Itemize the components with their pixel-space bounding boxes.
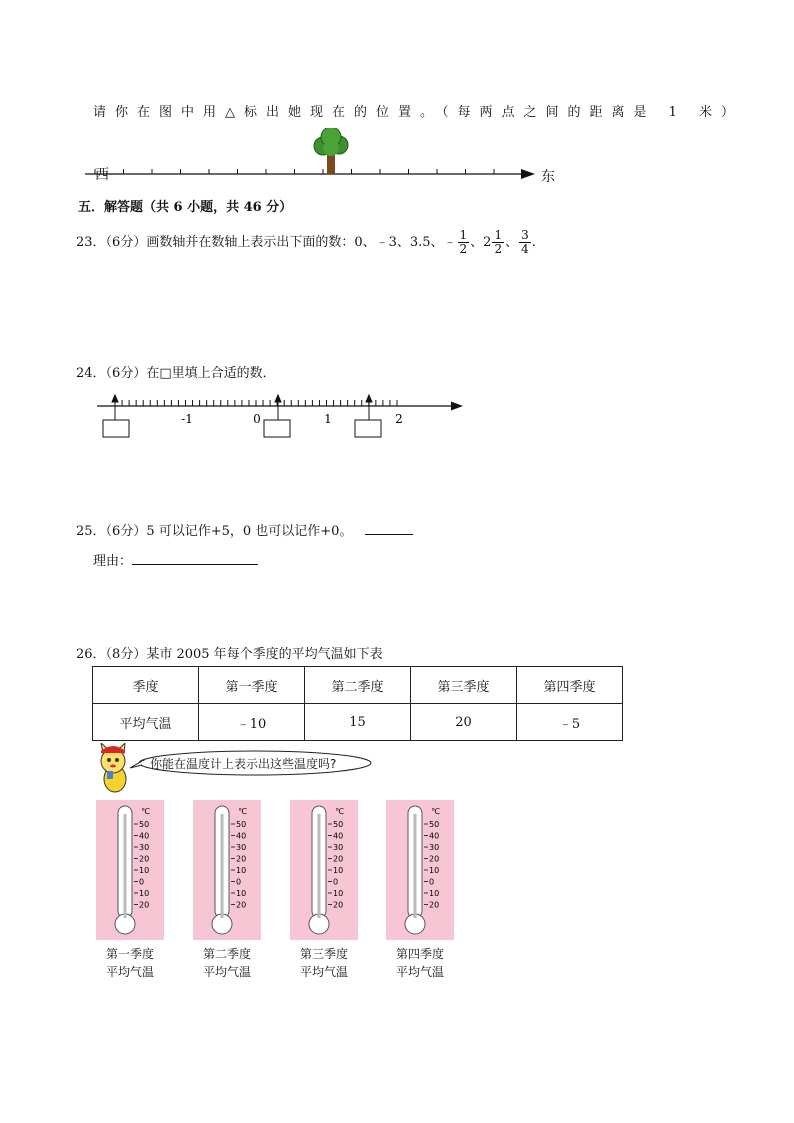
- scale-label: 0: [429, 877, 435, 887]
- scale-label: 20: [236, 900, 247, 910]
- answer-box-3[interactable]: [355, 420, 381, 437]
- answer-blank[interactable]: [365, 522, 413, 535]
- thermometer-caption: 第二季度 平均气温: [202, 947, 251, 979]
- scale-label: 20: [429, 900, 440, 910]
- question-23: 23．（6分）画数轴并在数轴上表示出下面的数：0、﹣3、3.5、﹣ $\frac{1}{2}$ 、2 $\frac{1}{2}$ 、 $\frac{3}{4}$ .: [76, 228, 536, 256]
- east-label: 东: [541, 169, 555, 185]
- table-cell: ﹣10: [199, 704, 305, 741]
- tick-label: -1: [181, 412, 193, 426]
- scale-label: 40: [429, 831, 440, 841]
- scale-label: 30: [429, 843, 440, 852]
- table-cell: 20: [411, 704, 517, 741]
- scale-label: 40: [333, 831, 344, 841]
- scale-label: 40: [236, 831, 247, 841]
- cat-mascot-icon: [95, 743, 135, 795]
- thermometer-caption: 第四季度 平均气温: [395, 947, 444, 979]
- thermometer-caption: 第三季度 平均气温: [299, 947, 348, 979]
- celsius-unit: ℃: [431, 807, 440, 816]
- scale-label: 50: [236, 820, 247, 829]
- thermometer[interactable]: [96, 800, 164, 940]
- reason-blank[interactable]: [132, 552, 258, 565]
- scale-label: 10: [139, 889, 150, 898]
- thermometer[interactable]: [386, 800, 454, 940]
- table-cell: ﹣5: [517, 704, 623, 741]
- table-cell: 平均气温: [93, 704, 199, 741]
- scale-label: 20: [139, 854, 150, 864]
- thermometer[interactable]: [193, 800, 261, 940]
- scale-label: 50: [429, 820, 440, 829]
- answer-box-2[interactable]: [264, 420, 290, 437]
- section-heading: 五．解答题（共 6 小题，共 46 分）: [78, 200, 293, 215]
- table-header-row: [93, 667, 623, 704]
- temperature-table: [92, 666, 623, 741]
- celsius-unit: ℃: [141, 807, 150, 816]
- scale-label: 0: [139, 877, 145, 887]
- scale-label: 30: [139, 843, 150, 852]
- q25-text: 25．（6分）5 可以记作+5，0 也可以记作+0。: [76, 524, 353, 539]
- scale-label: 50: [139, 820, 150, 829]
- scale-label: 10: [139, 866, 150, 875]
- scale-label: 0: [236, 877, 242, 887]
- question-24: 24．（6分）在□里填上合适的数．: [76, 366, 276, 381]
- table-header: 第二季度: [305, 667, 411, 704]
- tick-label: 1: [324, 412, 332, 426]
- reason-label: 理由：: [93, 554, 133, 569]
- bubble-text: 你能在温度计上表示出这些温度吗?: [150, 757, 337, 771]
- tree-icon: [314, 128, 348, 174]
- scale-label: 10: [236, 866, 247, 875]
- fraction-half-2: $\frac{1}{2}$: [494, 228, 503, 256]
- celsius-unit: ℃: [335, 807, 344, 816]
- tick-label: 2: [395, 412, 403, 426]
- tick-label: 0: [253, 412, 261, 426]
- table-cell: 15: [305, 704, 411, 741]
- table-header: 第三季度: [411, 667, 517, 704]
- scale-label: 20: [333, 900, 344, 910]
- west-label: 西: [95, 167, 109, 183]
- scale-label: 20: [139, 900, 150, 910]
- scale-label: 10: [429, 889, 440, 898]
- scale-label: 10: [333, 889, 344, 898]
- scale-label: 20: [333, 854, 344, 864]
- east-west-axis: [85, 128, 565, 188]
- scale-label: 10: [429, 866, 440, 875]
- thermometer-caption: 第一季度 平均气温: [105, 947, 154, 979]
- question-26: 26．（8分）某市 2005 年每个季度的平均气温如下表: [76, 647, 383, 662]
- answer-box-1[interactable]: [103, 420, 129, 437]
- scale-label: 10: [333, 866, 344, 875]
- location-instruction: 请你在图中用△标出她现在的位置。（每两点之间的距离是 1 米）: [93, 105, 744, 120]
- scale-label: 40: [139, 831, 150, 841]
- scale-label: 20: [236, 854, 247, 864]
- question-25: [76, 520, 413, 539]
- fraction-three-quarters: $\frac{3}{4}$: [521, 228, 529, 256]
- q23-text: 23．（6分）画数轴并在数轴上表示出下面的数：0、﹣3、3.5、﹣: [76, 235, 457, 250]
- q24-number-line: [95, 392, 470, 442]
- scale-label: 50: [333, 820, 344, 829]
- table-header: 季度: [93, 667, 199, 704]
- table-header: 第一季度: [199, 667, 305, 704]
- reason-line: [93, 550, 258, 569]
- fraction-half-1: $\frac{1}{2}$: [459, 228, 468, 256]
- scale-label: 30: [236, 843, 247, 852]
- thermometer[interactable]: [290, 800, 358, 940]
- scale-label: 20: [429, 854, 440, 864]
- scale-label: 10: [236, 889, 247, 898]
- table-row: [93, 704, 623, 741]
- scale-label: 0: [333, 877, 339, 887]
- scale-label: 30: [333, 843, 344, 852]
- celsius-unit: ℃: [238, 807, 247, 816]
- table-header: 第四季度: [517, 667, 623, 704]
